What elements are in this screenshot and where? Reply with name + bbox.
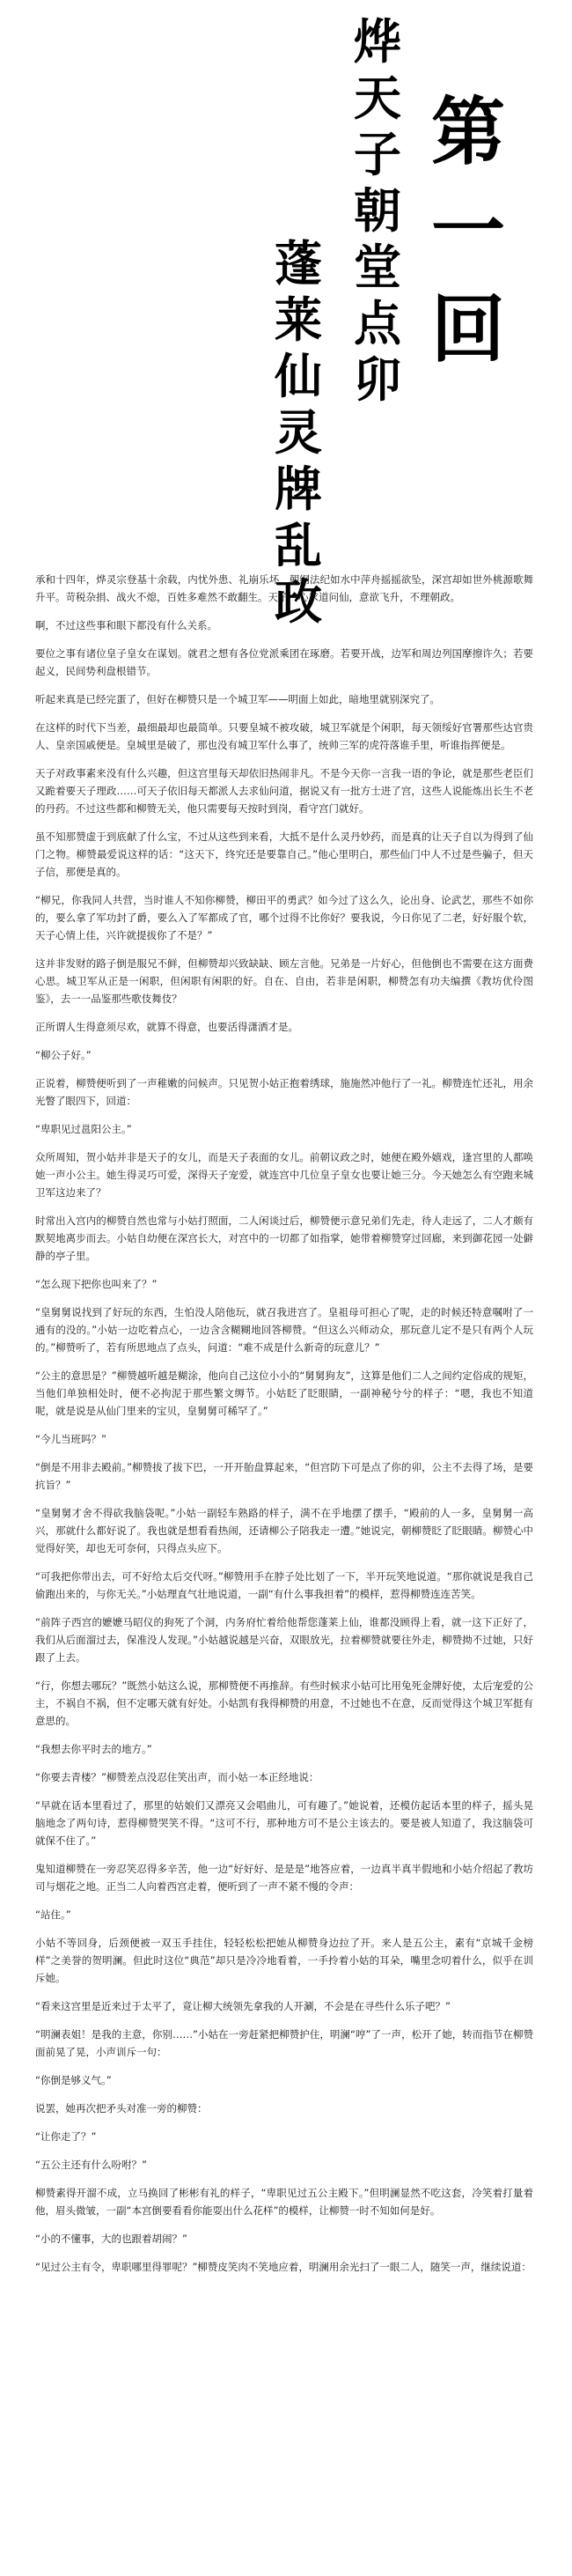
paragraph: 啊，不过这些事和眼下都没有什么关系。 bbox=[35, 619, 217, 631]
paragraph: “见过公主有令，卑职哪里得罪呢？”柳赞皮笑肉不笑地应着，明澜用余光扫了一眼二人，随笑一声，继续说道： bbox=[35, 2261, 532, 2273]
title-char: 莱 bbox=[275, 292, 322, 348]
paragraph: 柳赞素得开溜不成，立马换回了彬彬有礼的样子，“卑职见过五公主殿下。”但明澜显然不吃这套，冷笑着打量着他，眉头微皱，一副“本宫倒要看看你能耍出什么花样”的模样，让柳赞一时不知如何是好。 bbox=[35, 2187, 533, 2217]
paragraph: 承和十四年，烨灵宗登基十余载，内忧外患、礼崩乐坏，朝纲法纪如水中萍舟摇摇欲坠，深宫却如世外桃源歌舞升平。苛税杂捐、战火不熄，百姓多难然不敢翻生。天子一心求道问仙，意欲飞升，不理朝政。 bbox=[35, 573, 533, 603]
paragraph: “可我把你带出去，可不好给太后交代呀。”柳赞用手在脖子处比划了一下，半开玩笑地说道。“那你就说是我自己偷跑出来的，与你无关。”小姑理直气壮地说道，一副“有什么事我担着”的模样，惹得柳赞连连苦笑。 bbox=[35, 1570, 533, 1600]
paragraph: “你倒是够义气。” bbox=[35, 2074, 112, 2086]
paragraph: 正说着，柳赞便听到了一声稚嫩的问候声。只见贺小姑正抱着绣球，施施然冲他行了一礼。柳赞连忙还礼，用余光瞥了眼四下，回道： bbox=[35, 1077, 533, 1107]
title-char: 牌 bbox=[275, 461, 322, 517]
chapter-char: 回 bbox=[431, 285, 506, 373]
paragraph: “明澜表姐！是我的主意，你别……”小姑在一旁赶紧把柳赞护住，明澜“哼”了一声，松开了她，转而指节在柳赞面前晃了晃，小声训斥一句： bbox=[35, 2028, 533, 2058]
title-char: 灵 bbox=[275, 404, 322, 461]
paragraph: “你要去青楼？”柳赞差点没忍住笑出声，而小姑一本正经地说： bbox=[35, 1771, 319, 1783]
paragraph: “我想去你平时去的地方。” bbox=[35, 1743, 152, 1755]
paragraph: 虽不知那赞虚于到底献了什么宝，不过从这些到来看，大抵不是什么灵丹妙药，而是真的让天子自以为得到了仙门之物。柳赞最爱说这样的话：“这天下，终究还是要靠自己。”他心里明白，那些仙门中人不过是些骗子，但天子信，那便是真的。 bbox=[35, 830, 533, 878]
title-char: 堂 bbox=[354, 239, 401, 295]
paragraph: “柳公子好。” bbox=[35, 1049, 92, 1061]
paragraph: “五公主还有什么吩咐？” bbox=[35, 2159, 147, 2171]
paragraph: “柳兄，你我同人共营，当时谁人不知你柳赞，柳田平的勇武？如今过了这么久，论出身、论武艺，那些不如你的，要么拿了军功封了爵，要么入了军都成了官，哪个过得不比你好？要我说，今日你见了二老，好好服个软，天子心情上佳，兴许就提拔你了不是？” bbox=[35, 894, 533, 941]
paragraph: 听起来真是已经完蛋了，但好在柳赞只是一个城卫军——明面上如此，暗地里就别深究了。 bbox=[35, 693, 440, 705]
title-char: 子 bbox=[354, 126, 401, 182]
chapter-char: 第 bbox=[431, 88, 506, 175]
paragraph: “站住。” bbox=[35, 1908, 71, 1921]
paragraph: “今儿当班吗？” bbox=[35, 1433, 106, 1445]
title-char: 烨 bbox=[354, 13, 401, 70]
title-char: 卯 bbox=[354, 351, 401, 408]
paragraph: “公主的意思是？”柳赞越听越是糊涂，他向自己这位小小的“舅舅狗友”，这算是他们二人之间约定俗成的规矩，当他们单独相处时，便不必拘泥于那些繁文缛节。小姑眨了眨眼睛，一副神秘兮兮的样子：“嗯，我也不知道呢，就是说是从仙门里来的宝贝，皇舅舅可稀罕了。” bbox=[35, 1369, 533, 1417]
title-char: 天 bbox=[354, 70, 401, 126]
title-char: 朝 bbox=[354, 182, 401, 239]
title-char: 乱 bbox=[275, 517, 322, 573]
paragraph: 这并非发财的路子倒是服兄不鲜，但柳赞却兴致缺缺、顾左言他。兄弟是一片好心，但他倒也不需要在这方面费心思。城卫军从正是一闲职，但闲职有闲职的好。自在、自由，若非是闲职，柳赞怎有功夫编撰《教坊优伶图鉴》，去一一品鉴那些歌伎舞伎？ bbox=[35, 957, 533, 1005]
title-char: 蓬 bbox=[275, 235, 322, 292]
paragraph: “卑职见过邕阳公主。” bbox=[35, 1123, 132, 1135]
paragraph: “看来这宫里是近来过于太平了，竟让柳大统领先拿我的人开涮，不会是在寻些什么乐子吧？” bbox=[35, 2000, 451, 2012]
chapter-char: 一 bbox=[431, 187, 506, 274]
paragraph: “早就在话本里看过了，那里的姑娘们又漂亮又会唱曲儿，可有趣了。”她说着，还模仿起话本里的样子，摇头晃脑地念了两句诗，惹得柳赞哭笑不得。“这可不行，那种地方可不是公主该去的。要是被人知道了，我这脑袋可就保不住了。” bbox=[35, 1799, 533, 1847]
paragraph: “皇舅舅才舍不得砍我脑袋呢。”小姑一副轻车熟路的样子，满不在乎地摆了摆手，“殿前的人一多，皇舅舅一高兴，那就什么都好说了。我也就是想看看热闹，还请柳公子陪我走一遭。”她说完，朝柳赞眨了眨眼睛。柳赞心中觉得好笑，却也无可奈何，只得点头应下。 bbox=[35, 1507, 533, 1554]
paragraph: “让你走了？” bbox=[35, 2130, 97, 2143]
paragraph: “前阵子西宫的嬷嬷马昭仪的狗死了个洞，内务府忙着给他帮您蓬莱上仙，谁都没顾得上看，就一这下正好了，我们从后面溜过去，保准没人发现。”小姑越说越是兴奋，双眼放光，拉着柳赞就要往外走，柳赞拗不过她，只好跟了上去。 bbox=[35, 1616, 533, 1664]
paragraph: 小姑不等回身，后颈便被一双玉手挂住，轻轻松松把她从柳赞身边拉了开。来人是五公主，素有“京城千金榜样”之美誉的贺明澜。但此时这位“典范”却只是冷冷地看着，一手拎着小姑的耳朵，嘴里念叨着什么，似乎在训斥她。 bbox=[35, 1937, 533, 1984]
paragraph: 鬼知道柳赞在一旁忍笑忍得多辛苦，他一边“好好好、是是是”地答应着，一边真半真半假地和小姑介绍起了教坊司与烟花之地。正当二人向着西宫走着，便听到了一声不紧不慢的令声： bbox=[35, 1863, 533, 1893]
paragraph: “倒是不用非去殿前。”柳赞拔了拔下巴，一开开胎盘算起来，“但宫防下可是点了你的卯，公主不去得了场，是要抗旨？” bbox=[35, 1461, 533, 1491]
paragraph: “行，你想去哪玩？”既然小姑这么说，那柳赞便不再推辞。有些时候求小姑可比用兔死金牌好使，太后宠爱的公主，不祸自不祸，但不定哪天就有好处。小姑凯有我得柳赞的用意，不过她也不在意，反而觉得这个城卫军挺有意思的。 bbox=[35, 1679, 533, 1727]
title-char: 点 bbox=[354, 295, 401, 351]
paragraph: 正所谓人生得意须尽欢，就算不得意，也要活得潇洒才是。 bbox=[35, 1021, 298, 1033]
paragraph: 天子对政事素来没有什么兴趣，但这宫里每天却依旧热闹非凡。不是今天你一言我一语的争论，就是那些老臣们又跪着要天子理政……可天子依旧每天都派人去求仙问道，据说又有一批方士进了宫，这些人说能炼出长生不老的丹药。不过这些都和柳赞无关，他只需要每天按时到岗，看守宫门就好。 bbox=[35, 767, 533, 815]
paragraph: 时常出入宫内的柳赞自然也常与小姑打照面，二人闲谈过后，柳赞便示意兄弟们先走，待人走远了，二人才颇有默契地离步而去。小姑自幼便在深宫长大，对宫中的一切都了如指掌，她带着柳赞穿过回廊，来到御花园一处僻静的亭子里。 bbox=[35, 1214, 533, 1262]
paragraph: “皇舅舅说找到了好玩的东西，生怕没人陪他玩，就召我进宫了。皇祖母可担心了呢，走的时候还特意嘱咐了一通有的没的。”小姑一边吃着点心，一边含含糊糊地回答柳赞。“但这么兴师动众，那玩意儿定不是只有两个人玩的。”柳赞听了，若有所思地点了点头，问道：“难不成是什么新奇的玩意儿？” bbox=[35, 1306, 533, 1354]
paragraph: 说罢，她再次把矛头对准一旁的柳赞： bbox=[35, 2102, 208, 2115]
paragraph: 众所周知，贺小姑并非是天子的女儿，而是天子表面的女儿。前朝议政之时，她便在殿外嬉戏，逢宫里的人都唤她一声小公主。她生得灵巧可爱，深得天子宠爱，就连宫中几位皇子皇女也要让她三分。今天她怎么有空跑来城卫军这边来了？ bbox=[35, 1151, 533, 1199]
title-char: 仙 bbox=[275, 348, 322, 404]
paragraph: “小的不懂事，大的也跟着胡闹？” bbox=[35, 2233, 187, 2245]
title-char: 政 bbox=[275, 573, 322, 630]
paragraph: 要位之事有诸位皇子皇女在谋划。就君之想有各位党派乘团在琢磨。若要开战，边军和周边列国摩擦许久；若要起义，民间势利盘根错节。 bbox=[35, 647, 533, 677]
chapter-number bbox=[431, 88, 506, 391]
chapter-title-line-1 bbox=[354, 13, 401, 412]
paragraph: 在这样的时代下当差，最细最却也最简单。只要皇城不被攻破，城卫军就是个闲职，每天领绥好官署那些达官贵人、皇亲国戚便是。皇城里是破了，那也没有城卫军什么事了，统帅三军的虎符落谁手里，听谁指挥便是。 bbox=[35, 721, 533, 751]
paragraph: “怎么现下把你也叫来了？” bbox=[35, 1278, 158, 1290]
chapter-body bbox=[35, 571, 533, 2286]
